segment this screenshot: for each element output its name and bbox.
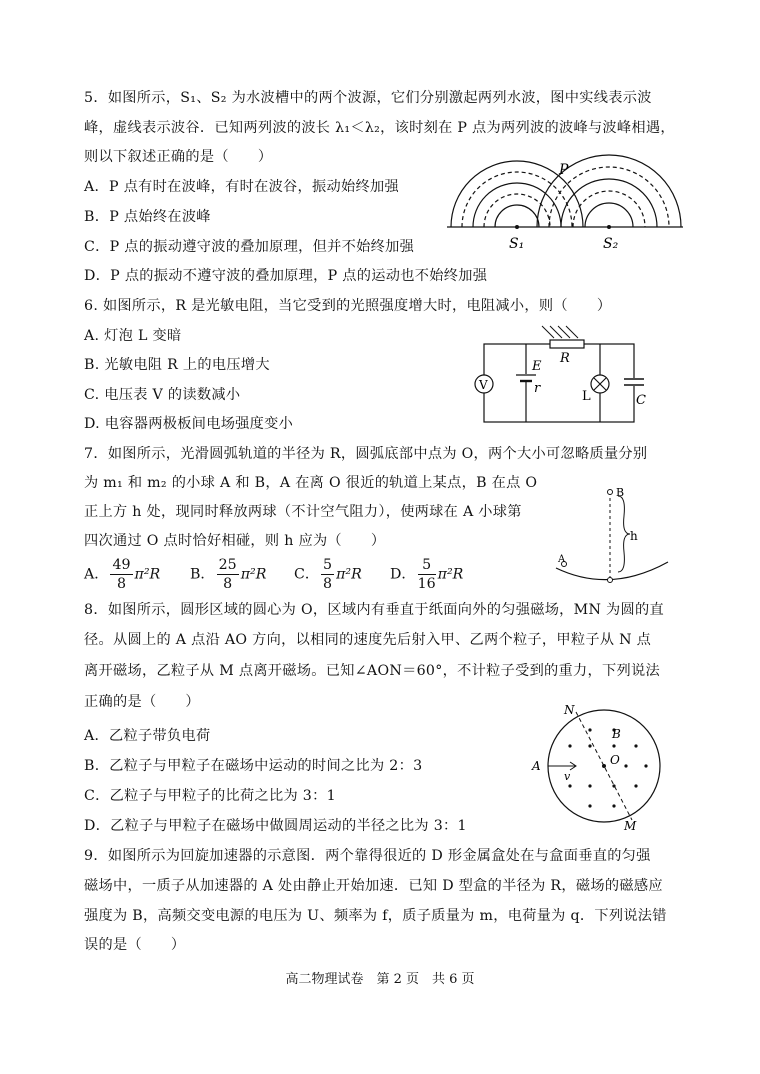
q6-stem-line1: 6. 如图所示，R 是光敏电阻，当它受到的光照强度增大时，电阻减小，则（ ） [84, 298, 612, 314]
label-r: R [560, 351, 570, 366]
magnetic-field-figure [528, 702, 668, 832]
q9-stem-line3: 强度为 B，高频交变电源的电压为 U、频率为 f，质子质量为 m，电荷量为 q．下列说法错 [84, 908, 667, 924]
q7-option-c: C． $\frac{5}{8}$ π²R [294, 557, 362, 592]
label-s2: S₂ [603, 236, 619, 252]
wave-interference-figure [445, 160, 685, 260]
q8-option-a: A．乙粒子带负电荷 [84, 728, 211, 744]
label-a-point: A [532, 759, 541, 773]
q7-stem-line1: 7．如图所示，光滑圆弧轨道的半径为 R，圆弧底部中点为 O，两个大小可忽略质量分别 [84, 446, 648, 462]
q5-stem-line1: 5．如图所示，S₁、S₂ 为水波槽中的两个波源，它们分别激起两列水波，图中实线表示波 [84, 90, 652, 106]
q9-stem-line1: 9．如图所示为回旋加速器的示意图．两个靠得很近的 D 形金属盒处在与盒面垂直的匀强 [84, 848, 651, 864]
q7-stem-line4: 四次通过 O 点时恰好相碰，则 h 应为（ ） [84, 533, 386, 549]
arc-track-figure [550, 482, 680, 592]
label-r-internal: r [534, 381, 541, 396]
q6-option-a: A. 灯泡 L 变暗 [84, 328, 182, 344]
q6-option-d: D. 电容器两极板间电场强度变小 [84, 416, 294, 432]
circuit-diagram [472, 318, 662, 428]
label-m: M [624, 819, 637, 833]
label-s1: S₁ [509, 236, 525, 252]
q5-option-c: C．P 点的振动遵守波的叠加原理，但并不始终加强 [84, 239, 415, 255]
q8-stem-line4: 正确的是（ ） [84, 694, 200, 710]
label-c: C [636, 393, 646, 408]
q5-stem-line3: 则以下叙述正确的是（ ） [84, 149, 273, 165]
q7-stem-line2: 为 m₁ 和 m₂ 的小球 A 和 B，A 在离 O 很近的轨道上某点，B 在点 O [84, 475, 538, 491]
q8-option-b: B．乙粒子与甲粒子在磁场中运动的时间之比为 2：3 [84, 758, 423, 774]
q5-option-d: D．P 点的振动不遵守波的叠加原理，P 点的运动也不始终加强 [84, 268, 488, 284]
q9-stem-line2: 磁场中，一质子从加速器的 A 处由静止开始加速．已知 D 型盒的半径为 R，磁场的磁感应 [84, 878, 663, 894]
label-e: E [532, 359, 542, 374]
label-v: V [479, 378, 488, 392]
q5-option-a: A．P 点有时在波峰，有时在波谷，振动始终加强 [84, 179, 399, 195]
q9-stem-line4: 误的是（ ） [84, 937, 186, 953]
q5-stem-line2: 峰，虚线表示波谷．已知两列波的波长 λ₁＜λ₂，该时刻在 P 点为两列波的波峰与波峰相遇， [84, 120, 675, 136]
q7-option-b: B． $\frac{25}{8}$ π²R [190, 557, 267, 592]
q8-stem-line3: 离开磁场，乙粒子从 M 点离开磁场。已知∠AON＝60°，不计粒子受到的重力，下列说法 [84, 663, 660, 679]
q8-option-d: D．乙粒子与甲粒子在磁场中做圆周运动的半径之比为 3：1 [84, 818, 467, 834]
q8-stem-line1: 8．如图所示，圆形区域的圆心为 O，区域内有垂直于纸面向外的匀强磁场，MN 为圆的直 [84, 602, 664, 618]
label-o: O [610, 753, 620, 767]
q7-option-a: A． $\frac{49}{8}$ π²R [84, 557, 161, 592]
label-l: L [582, 389, 591, 404]
q8-option-c: C．乙粒子与甲粒子的比荷之比为 3：1 [84, 788, 336, 804]
label-p: P [559, 162, 569, 178]
label-b: B [616, 486, 625, 499]
page-footer: 高二物理试卷 第 2 页 共 6 页 [285, 972, 475, 987]
q8-stem-line2: 径。从圆上的 A 点沿 AO 方向，以相同的速度先后射入甲、乙两个粒子，甲粒子从 N 点 [84, 632, 652, 648]
label-v: v [564, 770, 571, 783]
q6-option-c: C. 电压表 V 的读数减小 [84, 387, 241, 403]
label-n: N [564, 703, 575, 717]
label-a: A [558, 554, 566, 565]
label-b-field: B [612, 727, 621, 741]
q5-option-b: B．P 点始终在波峰 [84, 209, 211, 225]
q6-option-b: B. 光敏电阻 R 上的电压增大 [84, 357, 270, 373]
q7-option-d: D． $\frac{5}{16}$ π²R [390, 557, 464, 592]
label-h: h [630, 529, 638, 543]
q7-stem-line3: 正上方 h 处，现同时释放两球（不计空气阻力），使两球在 A 小球第 [84, 504, 522, 520]
